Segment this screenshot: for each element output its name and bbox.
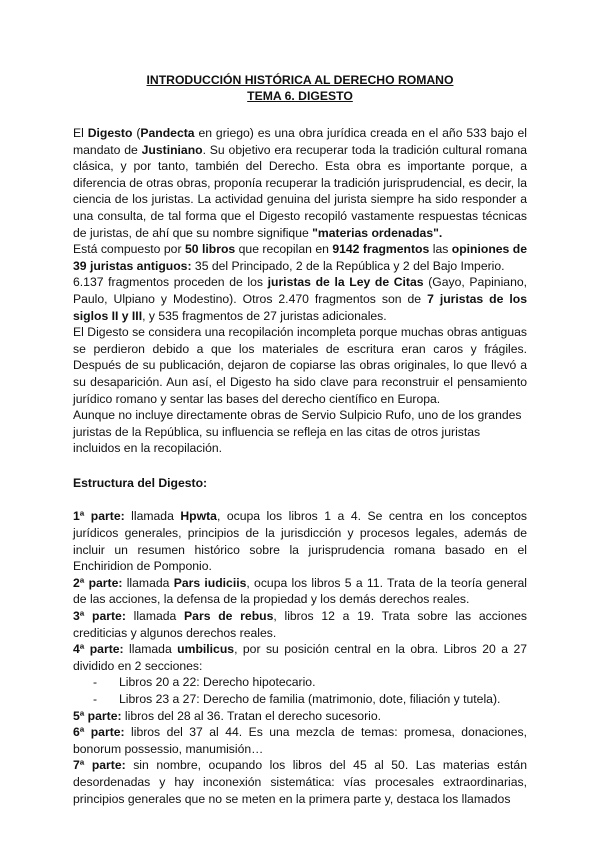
list-item: - Libros 20 a 22: Derecho hipotecario. [93,675,316,690]
intro-paragraph-4: El Digesto se considera una recopilación incompleta porque muchas obras antiguas se perdieron debido a que los materiales de escritura eran caros y frágiles. Después de su publicación, dejaron de copiarse las obras originales, lo que llevó a su desaparición. Aun así, el Digesto ha sido clave para reconstruir el pensamiento jurídico romano y sentar las bases del derecho científico en Europa. [73,325,527,406]
intro-paragraph-1: El Digesto (Pandecta en griego) es una obra jurídica creada en el año 533 bajo el mandato de Justiniano. Su objetivo era recuperar toda la tradición cultural romana clásica, y por tanto, también del Derecho. Esta obra es importante porque, a diferencia de otras obras, proponía recuperar la tradición jurisprudencial, es decir, la ciencia de los juristas. La actividad genuina del jurista siempre ha sido responder a una consulta, de tal forma que el Digesto recopiló vastamente respuestas técnicas de juristas, de ahí que su nombre signifique "materias ordenadas". [73,126,527,240]
spacer [73,104,527,125]
list-item: - Libros 23 a 27: Derecho de familia (matrimonio, dote, filiación y tutela). [93,692,501,706]
part-2: 2ª parte: llamada Pars iudiciis, ocupa los libros 5 a 11. Trata de la teoría general de las acciones, la defensa de la propiedad y los demás derechos reales. [73,575,527,607]
spacer [73,457,527,475]
part-4-sections [73,674,527,707]
part-3: 3ª parte: llamada Pars de rebus, libros 12 a 19. Trata sobre las acciones crediticias y algunos derechos reales. [73,609,527,640]
intro-paragraph-3: 6.137 fragmentos proceden de los juristas de la Ley de Citas (Gayo, Papiniano, Paulo, Ulpiano y Modestino). Otros 2.470 fragmentos son de 7 juristas de los siglos II y III, y 535 fragmentos de 27 juristas adicionales. [73,275,528,323]
part-6: 6ª parte: libros del 37 al 44. Es una mezcla de temas: promesa, donaciones, bonorum possessio, manumisión… [73,725,527,756]
title-line-2: TEMA 6. DIGESTO [247,89,353,103]
part-5: 5ª parte: libros del 28 al 36. Tratan el derecho sucesorio. [73,708,382,723]
part-4: 4ª parte: llamada umbilicus, por su posición central en la obra. Libros 20 a 27 dividido en 2 secciones: [73,642,527,673]
title-line-1: INTRODUCCIÓN HISTÓRICA AL DERECHO ROMANO [146,73,454,87]
part-1: 1ª parte: llamada Hpwta, ocupa los libros 1 a 4. Se centra en los conceptos jurídicos generales, principios de la jurisdicción y procesos legales, además de incluir un resumen histórico sobre la jurisprudencia romana basado en el Enchiridion de Pomponio. [73,509,527,574]
structure-heading: Estructura del Digesto: [73,475,208,490]
spacer [73,491,527,508]
intro-paragraph-5: Aunque no incluye directamente obras de Servio Sulpicio Rufo, uno de los grandes juristas de la República, su influencia se refleja en las citas de otros juristas incluidos en la recopilación. [73,408,522,456]
intro-paragraph-2: Está compuesto por 50 libros que recopilan en 9142 fragmentos las opiniones de 39 juristas antiguos: 35 del Principado, 2 de la República y 2 del Bajo Imperio. [73,242,527,273]
part-7: 7ª parte: sin nombre, ocupando los libros del 45 al 50. Las materias están desordenadas y hay inconexión sistemática: vías procesales extraordinarias, principios generales que no se meten en la primera parte y, destaca los llamados [73,758,527,806]
